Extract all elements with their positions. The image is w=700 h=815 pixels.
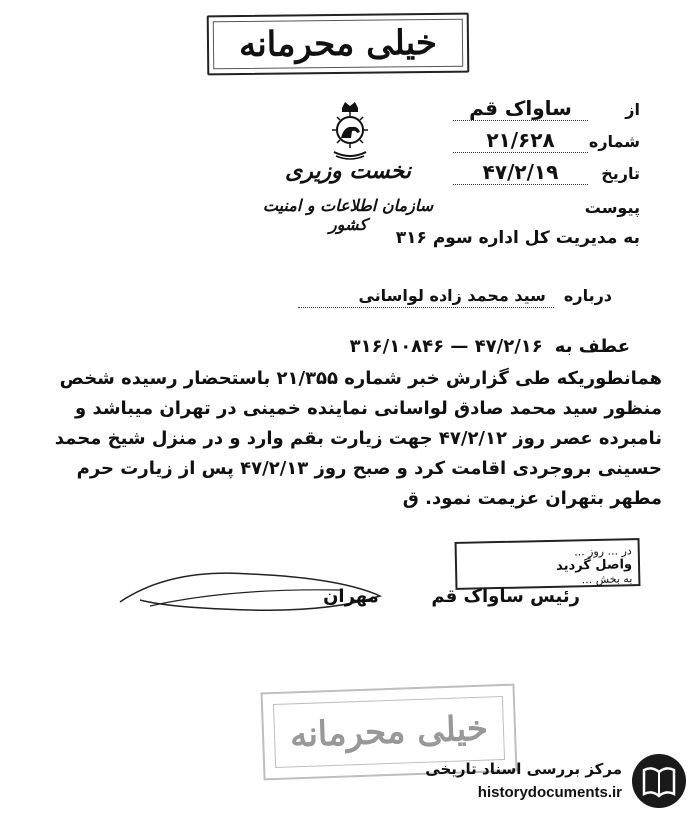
number-label: شماره [588,132,640,151]
archive-book-logo-icon [630,752,688,810]
bottom-stamp-text: خیلی محرمانه [289,708,489,756]
meta-from-row [440,96,640,124]
meta-attachment-row [440,198,640,222]
body-line: منظور سید محمد صادق لواسانی نماینده خمینی در تهران میباشد و [74,398,662,419]
signature-name: مهران [323,586,379,607]
subject-label: درباره [563,286,612,305]
received-stamp-line1: در ... روز ... [573,544,632,559]
watermark-url: historydocuments.ir [477,784,622,801]
attachment-label: پیوست [584,198,640,217]
subject-value: سید محمد زاده لواسانی [298,286,553,308]
reference-label: عطف به [554,336,630,357]
from-label: از [625,100,640,119]
received-stamp-line3: به بخش ... [581,572,633,587]
date-value: ۴۷/۲/۱۹ [453,160,588,185]
body-line: مطهر بتهران عزیمت نمود. ق [402,488,662,509]
number-value: ۲۱/۶۲۸ [453,128,588,153]
signature-title: رئیس ساواک قم [431,586,580,607]
meta-date-row [440,160,640,188]
reference-value: ۴۷/۲/۱۶ — ۳۱۶/۱۰۸۴۶ [349,336,543,357]
from-value: ساواک قم [453,96,588,121]
top-classification-stamp: خیلی محرمانه [207,13,470,76]
watermark-org-name: مرکز بررسی اسناد تاریخی [425,760,622,778]
received-stamp [455,538,641,590]
reference-line [350,336,630,357]
meta-number-row [440,128,640,156]
body-line: حسینی بروجردی اقامت کرد و صبح روز ۴۷/۲/۱۳ پس از زیارت حرم [76,458,662,479]
subject-line [298,286,612,308]
body-line: نامبرده عصر روز ۴۷/۲/۱۲ جهت زیارت بقم وارد و در منزل شیخ محمد [54,428,662,449]
received-stamp-line2: واصل گردید [555,557,633,574]
date-label: تاریخ [601,164,640,183]
stamp-frame [273,696,505,768]
addressee-line: به مدیریت کل اداره سوم ۳۱۶ [395,228,640,248]
signature-block [323,586,580,607]
letter-body [36,364,662,514]
org-name-main: نخست وزیری [285,158,411,184]
org-name-sub: سازمان اطلاعات و امنیت کشور [262,196,434,234]
lion-and-sun-emblem-icon [324,100,376,162]
body-line: همانطوریکه طی گزارش خبر شماره ۲۱/۳۵۵ باستحضار رسیده شخص [59,368,662,389]
